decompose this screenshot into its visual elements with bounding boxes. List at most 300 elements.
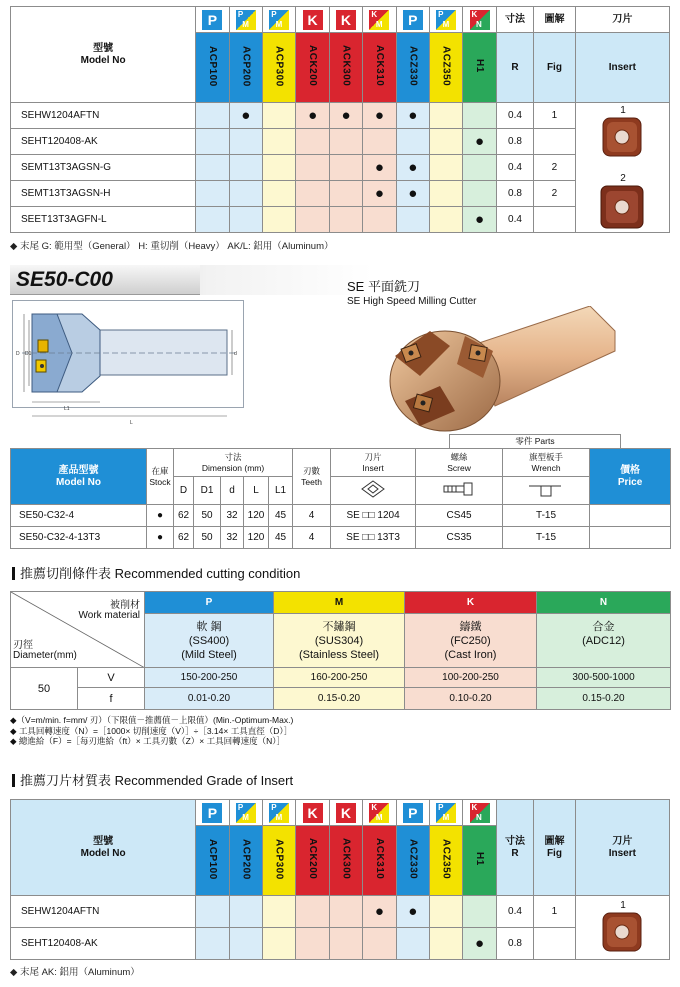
t2-dim-col: D1 — [194, 477, 221, 505]
material-zh: 不鏽鋼 — [322, 620, 356, 633]
cell-stock: ● — [147, 505, 174, 527]
t3-dim-en: R — [511, 847, 519, 859]
grade-mark — [463, 155, 496, 181]
grade-name: ACP300 — [273, 45, 285, 87]
grade-name: ACK200 — [307, 838, 319, 880]
grade-table-1 — [10, 6, 670, 252]
grade-name: H1 — [474, 59, 486, 73]
t2-teeth-en: Teeth — [301, 476, 322, 487]
grade-km-icon: K M — [369, 10, 389, 30]
table-row — [11, 155, 670, 181]
t2-wrench-zh: 旗型板手 — [529, 451, 564, 462]
t2-dim-col: d — [221, 477, 244, 505]
t2-model-header-en: Model No — [56, 476, 101, 488]
material-zh: 軟 鋼 — [196, 620, 222, 633]
grade-icon-cell — [296, 7, 329, 33]
t2-screw-header — [416, 449, 503, 477]
grade-col-ack310 — [363, 826, 396, 896]
group-m-header: M — [274, 592, 405, 614]
group-n-header: N — [537, 592, 671, 614]
model-cell: SEHT120408-AK — [11, 928, 196, 960]
grade-col-acp200 — [229, 33, 262, 103]
table-row — [11, 181, 670, 207]
grade-p-icon: P — [403, 10, 423, 30]
cutting-corner-cell — [11, 592, 145, 668]
grade-col-acz350 — [429, 826, 462, 896]
grade-name: ACK300 — [340, 838, 352, 880]
fig-value — [534, 928, 576, 960]
section-bar — [12, 774, 15, 787]
grade-section-title — [12, 770, 293, 789]
grade-km-icon: K M — [369, 803, 389, 823]
cell-teeth: 4 — [293, 527, 331, 549]
grade-icon-cell — [296, 800, 329, 826]
dim-label-d: d — [234, 351, 237, 357]
dim-label-L1: L1 — [64, 406, 70, 412]
grade-mark — [263, 155, 296, 181]
material-code: (ADC12) — [582, 635, 625, 647]
grade-icon-cell — [263, 7, 296, 33]
grade-name: H1 — [474, 852, 486, 866]
grade-mark: ● — [363, 103, 396, 129]
cutting-table — [10, 591, 670, 747]
grade-icon-cell — [329, 800, 362, 826]
grade-mark — [363, 129, 396, 155]
grade-mark — [396, 129, 429, 155]
grade-pm-icon: P M — [236, 803, 256, 823]
dim-label-D1: D1 — [25, 351, 32, 357]
material-en: (Stainless Steel) — [298, 648, 380, 661]
work-zh: 被削材 — [110, 600, 140, 611]
t2-insert-en: Insert — [362, 462, 384, 473]
grade-mark — [263, 207, 296, 233]
section-bar — [12, 567, 15, 580]
grade-mark — [229, 181, 262, 207]
model-header-en: Model No — [80, 54, 126, 66]
grade-mark — [296, 155, 329, 181]
grade-title-text: 推薦刀片材質表 Recommended Grade of Insert — [20, 773, 294, 788]
grade-col-acp100 — [196, 33, 229, 103]
t2-dim-zh: 寸法 — [224, 451, 242, 462]
fig-value: 1 — [534, 103, 576, 129]
grade-mark — [196, 155, 229, 181]
grade-col-h1 — [463, 33, 496, 103]
grade-col-acp100 — [196, 826, 229, 896]
insert-fig-1 — [596, 105, 650, 159]
group-k-material — [405, 614, 537, 668]
t2-wrench-header — [503, 449, 590, 477]
grade-mark — [329, 207, 362, 233]
grade-mark: ● — [229, 103, 262, 129]
grade-mark — [396, 207, 429, 233]
t2-price-en: Price — [617, 476, 643, 488]
grade-mark — [429, 103, 462, 129]
f-value-m: 0.15-0.20 — [274, 688, 405, 710]
r-value: 0.4 — [496, 103, 533, 129]
group-p-material — [145, 614, 274, 668]
grade-mark — [229, 155, 262, 181]
cutting-note: ◆ 工具回轉速度（N）=［1000× 切削速度（V）］÷［3.14× 工具直徑（D）］ — [10, 725, 293, 736]
grade-col-acp300 — [263, 826, 296, 896]
cutting-notes — [10, 715, 670, 747]
t3-fig-header — [534, 800, 576, 896]
grade-mark — [329, 181, 362, 207]
table3-note: ◆ 末尾 AK: 鋁用（Aluminum） — [10, 967, 140, 978]
grade-mark: ● — [363, 181, 396, 207]
grade-mark — [429, 928, 462, 960]
grade-mark — [229, 129, 262, 155]
t3-insert-header — [575, 800, 669, 896]
diameter-value: 50 — [11, 668, 78, 710]
grade-mark — [329, 129, 362, 155]
grade-name: ACK310 — [373, 838, 385, 880]
fig-value: 2 — [534, 155, 576, 181]
t3-insert-zh: 刀片 — [612, 835, 633, 847]
t2-dim-col: L — [244, 477, 269, 505]
grade-mark — [429, 155, 462, 181]
grade-name: ACZ330 — [407, 838, 419, 880]
grade-icon-cell — [196, 7, 229, 33]
dia-zh: 刃徑 — [13, 640, 33, 651]
grade-col-acp200 — [229, 826, 262, 896]
cell-insert: SE □□ 1204 — [331, 505, 416, 527]
t3-insert-en: Insert — [608, 847, 636, 859]
t2-dim-col: D — [174, 477, 194, 505]
grade-col-acz330 — [396, 33, 429, 103]
cutting-title-text: 推薦切削條件表 Recommended cutting condition — [20, 566, 301, 581]
t2-teeth-zh: 刃數 — [303, 465, 321, 476]
t3-dim-header — [496, 800, 533, 896]
grade-mark: ● — [396, 896, 429, 928]
grade-pm-icon: P M — [236, 10, 256, 30]
grade-name: ACP100 — [206, 45, 218, 87]
table-row — [11, 207, 670, 233]
grade-col-ack200 — [296, 33, 329, 103]
insert-header-en: Insert — [575, 33, 669, 103]
table-row — [11, 505, 671, 527]
material-en: (Mild Steel) — [181, 648, 237, 661]
cell-d: 32 — [221, 527, 244, 549]
grade-icon-cell — [463, 800, 496, 826]
product-title-zh: SE 平面銑刀 — [347, 279, 420, 294]
t3-model-header-en: Model No — [80, 847, 126, 859]
grade-mark: ● — [329, 103, 362, 129]
table-row — [11, 103, 670, 129]
t3-model-header — [11, 800, 196, 896]
parts-header: 零件 Parts — [515, 436, 555, 446]
f-label: f — [78, 688, 145, 710]
cell-d: 32 — [221, 505, 244, 527]
model-cell: SEHW1204AFTN — [11, 896, 196, 928]
grade-icon-cell — [429, 7, 462, 33]
product-code: SE50-C00 — [16, 268, 113, 291]
fig-label: 2 — [620, 173, 626, 184]
grade-name: ACP300 — [273, 838, 285, 880]
grade-icon-cell — [396, 800, 429, 826]
grade-mark — [429, 896, 462, 928]
grade-pm-icon: P M — [269, 10, 289, 30]
t2-stock-en: Stock — [149, 476, 171, 487]
table1-note: ◆ 末尾 G: 範用型（General） H: 重切削（Heavy） AK/L: 鋁用（Aluminum） — [10, 241, 334, 252]
grade-name: ACZ350 — [440, 838, 452, 880]
dim-label-D: D — [16, 351, 20, 357]
grade-k-icon: K — [336, 803, 356, 823]
group-m-material — [274, 614, 405, 668]
grade-mark: ● — [296, 103, 329, 129]
cell-screw: CS35 — [416, 527, 503, 549]
group-p-header: P — [145, 592, 274, 614]
f-value-n: 0.15-0.20 — [537, 688, 671, 710]
grade-mark — [296, 896, 329, 928]
grade-icon-cell — [396, 7, 429, 33]
grade-mark — [263, 103, 296, 129]
grade-mark — [229, 207, 262, 233]
t3-model-header-zh: 型號 — [93, 835, 114, 847]
f-value-p: 0.01-0.20 — [145, 688, 274, 710]
grade-mark — [329, 155, 362, 181]
grade-mark — [196, 207, 229, 233]
grade-name: ACK310 — [373, 45, 385, 87]
cell-L1: 45 — [269, 527, 293, 549]
r-value: 0.8 — [496, 181, 533, 207]
fig-label: 1 — [620, 900, 626, 911]
t2-model-header-zh: 產品型號 — [58, 464, 99, 476]
cell-D: 62 — [174, 505, 194, 527]
fig-value — [534, 207, 576, 233]
grade-mark — [463, 181, 496, 207]
r-value: 0.8 — [496, 129, 533, 155]
r-value: 0.4 — [496, 155, 533, 181]
grade-name: ACK300 — [340, 45, 352, 87]
t2-dim-header — [174, 449, 293, 477]
grade-icon-cell — [229, 7, 262, 33]
t2-dim-en: Dimension (mm) — [201, 462, 265, 473]
grade-p-icon: P — [202, 10, 222, 30]
wrench-icon — [503, 477, 590, 505]
grade-icon-cell — [463, 7, 496, 33]
insert-1-icon — [596, 911, 650, 953]
grade-mark — [363, 207, 396, 233]
grade-mark — [429, 207, 462, 233]
t2-price-header — [590, 449, 671, 505]
grade-mark — [463, 103, 496, 129]
material-code: (FC250) — [450, 634, 491, 647]
cell-wrench: T-15 — [503, 505, 590, 527]
t2-model-header — [11, 449, 147, 505]
group-k-header: K — [405, 592, 537, 614]
grade-mark — [363, 928, 396, 960]
model-cell: SEMT13T3AGSN-H — [11, 181, 196, 207]
grade-mark — [196, 103, 229, 129]
grade-name: ACZ350 — [440, 45, 452, 87]
grade-name: ACK200 — [307, 45, 319, 87]
fig-value: 1 — [534, 896, 576, 928]
cell-D1: 50 — [194, 505, 221, 527]
v-value-m: 160-200-250 — [274, 668, 405, 688]
cell-model: SE50-C32-4-13T3 — [11, 527, 147, 549]
grade-mark: ● — [396, 103, 429, 129]
grade-col-h1 — [463, 826, 496, 896]
insert-fig-3 — [596, 900, 650, 954]
grade-icon-cell — [263, 800, 296, 826]
r-value: 0.4 — [496, 896, 533, 928]
model-cell: SEHW1204AFTN — [11, 103, 196, 129]
grade-col-ack200 — [296, 826, 329, 896]
grade-pm-icon: P M — [436, 10, 456, 30]
grade-mark: ● — [396, 181, 429, 207]
f-value-k: 0.10-0.20 — [405, 688, 537, 710]
grade-k-icon: K — [336, 10, 356, 30]
work-en: Work material — [78, 610, 140, 621]
cutting-note: ◆ 總進給（F）=［每刃進給（ft）× 工具刃數（Z）× 工具回轉速度（N）］ — [10, 736, 286, 746]
grade-mark — [296, 181, 329, 207]
insert-2-icon — [596, 184, 650, 230]
t2-teeth-header — [293, 449, 331, 505]
t3-fig-zh: 圖解 — [544, 835, 565, 847]
grade-kn-icon: K N — [470, 803, 490, 823]
group-n-material — [537, 614, 671, 668]
grade-pm-icon: P M — [269, 803, 289, 823]
table-row — [11, 896, 670, 928]
screw-icon — [416, 477, 503, 505]
grade-icon-cell — [196, 800, 229, 826]
model-header — [11, 7, 196, 103]
grade-mark: ● — [463, 928, 496, 960]
material-en: (Cast Iron) — [444, 648, 497, 661]
t2-dim-col: L1 — [269, 477, 293, 505]
grade-icon-cell — [329, 7, 362, 33]
cell-L: 120 — [244, 505, 269, 527]
cell-L: 120 — [244, 527, 269, 549]
t2-screw-zh: 螺絲 — [450, 451, 468, 462]
grade-name: ACP200 — [240, 45, 252, 87]
grade-mark — [263, 928, 296, 960]
grade-col-ack310 — [363, 33, 396, 103]
t2-price-zh: 價格 — [620, 464, 641, 476]
cell-price — [590, 505, 671, 527]
model-cell: SEET13T3AGFN-L — [11, 207, 196, 233]
fig-value — [534, 129, 576, 155]
material-code: (SUS304) — [314, 634, 364, 647]
grade-p-icon: P — [403, 803, 423, 823]
cell-price — [590, 527, 671, 549]
grade-pm-icon: P M — [436, 803, 456, 823]
cell-stock: ● — [147, 527, 174, 549]
grade-k-icon: K — [303, 10, 323, 30]
model-header-zh: 型號 — [93, 42, 114, 54]
grade-table-2 — [10, 799, 670, 978]
table-row — [11, 527, 671, 549]
grade-col-ack300 — [329, 826, 362, 896]
grade-p-icon: P — [202, 803, 222, 823]
t3-dim-zh: 寸法 — [504, 835, 525, 847]
cell-D1: 50 — [194, 527, 221, 549]
fig-value: 2 — [534, 181, 576, 207]
grade-mark: ● — [363, 896, 396, 928]
product-banner — [10, 265, 670, 295]
insert-1-icon — [596, 116, 650, 158]
grade-mark: ● — [463, 129, 496, 155]
material-zh: 鑄鐵 — [459, 620, 482, 633]
insert-fig-2 — [596, 173, 650, 231]
grade-col-ack300 — [329, 33, 362, 103]
grade-mark — [196, 896, 229, 928]
v-value-p: 150-200-250 — [145, 668, 274, 688]
parts-header-box — [449, 434, 621, 448]
grade-mark — [396, 928, 429, 960]
cutting-note: ◆（V=m/min. f=mm/ 刃）（下限值－推薦值－上限值）(Min.-Optimum-Max.) — [10, 715, 294, 725]
v-value-k: 100-200-250 — [405, 668, 537, 688]
grade-mark — [196, 181, 229, 207]
grade-mark — [463, 896, 496, 928]
grade-icon-cell — [363, 7, 396, 33]
grade-name: ACZ330 — [407, 45, 419, 87]
product-photo — [375, 306, 620, 436]
table-row — [11, 928, 670, 960]
grade-mark — [263, 181, 296, 207]
t2-screw-en: Screw — [447, 462, 471, 473]
grade-icon-cell — [429, 800, 462, 826]
dim-header-en: R — [496, 33, 533, 103]
grade-name: ACP200 — [240, 838, 252, 880]
grade-name: ACP100 — [206, 838, 218, 880]
material-zh: 合金 — [592, 621, 615, 633]
grade-mark — [229, 896, 262, 928]
r-value: 0.8 — [496, 928, 533, 960]
cell-L1: 45 — [269, 505, 293, 527]
fig-header-en: Fig — [534, 33, 576, 103]
model-cell: SEHT120408-AK — [11, 129, 196, 155]
grade-mark — [196, 129, 229, 155]
fig-label: 1 — [620, 105, 626, 116]
cell-screw: CS45 — [416, 505, 503, 527]
grade-mark: ● — [396, 155, 429, 181]
t2-insert-zh: 刀片 — [364, 451, 382, 462]
t3-fig-en: Fig — [546, 847, 562, 859]
material-code: (SS400) — [188, 634, 230, 647]
grade-col-acz350 — [429, 33, 462, 103]
grade-mark — [196, 928, 229, 960]
v-label: V — [78, 668, 145, 688]
grade-mark — [229, 928, 262, 960]
technical-drawing — [12, 300, 244, 428]
t2-stock-header — [147, 449, 174, 505]
cell-teeth: 4 — [293, 505, 331, 527]
cell-model: SE50-C32-4 — [11, 505, 147, 527]
cutting-section-title — [12, 563, 300, 582]
grade-icon-cell — [229, 800, 262, 826]
t2-stock-zh: 在庫 — [151, 465, 169, 476]
grade-mark — [429, 129, 462, 155]
product-table — [10, 448, 670, 549]
insert-header-zh: 刀片 — [575, 7, 669, 33]
grade-mark — [296, 928, 329, 960]
grade-mark — [296, 207, 329, 233]
model-cell: SEMT13T3AGSN-G — [11, 155, 196, 181]
grade-mark — [263, 129, 296, 155]
grade-mark: ● — [463, 207, 496, 233]
dia-en: Diameter(mm) — [13, 650, 77, 661]
grade-col-acp300 — [263, 33, 296, 103]
cell-D: 62 — [174, 527, 194, 549]
grade-mark — [329, 928, 362, 960]
dim-header-zh: 寸法 — [496, 7, 533, 33]
insert-icon — [331, 477, 416, 505]
grade-mark: ● — [363, 155, 396, 181]
v-value-n: 300-500-1000 — [537, 668, 671, 688]
grade-col-acz330 — [396, 826, 429, 896]
dim-label-L: L — [130, 420, 133, 426]
